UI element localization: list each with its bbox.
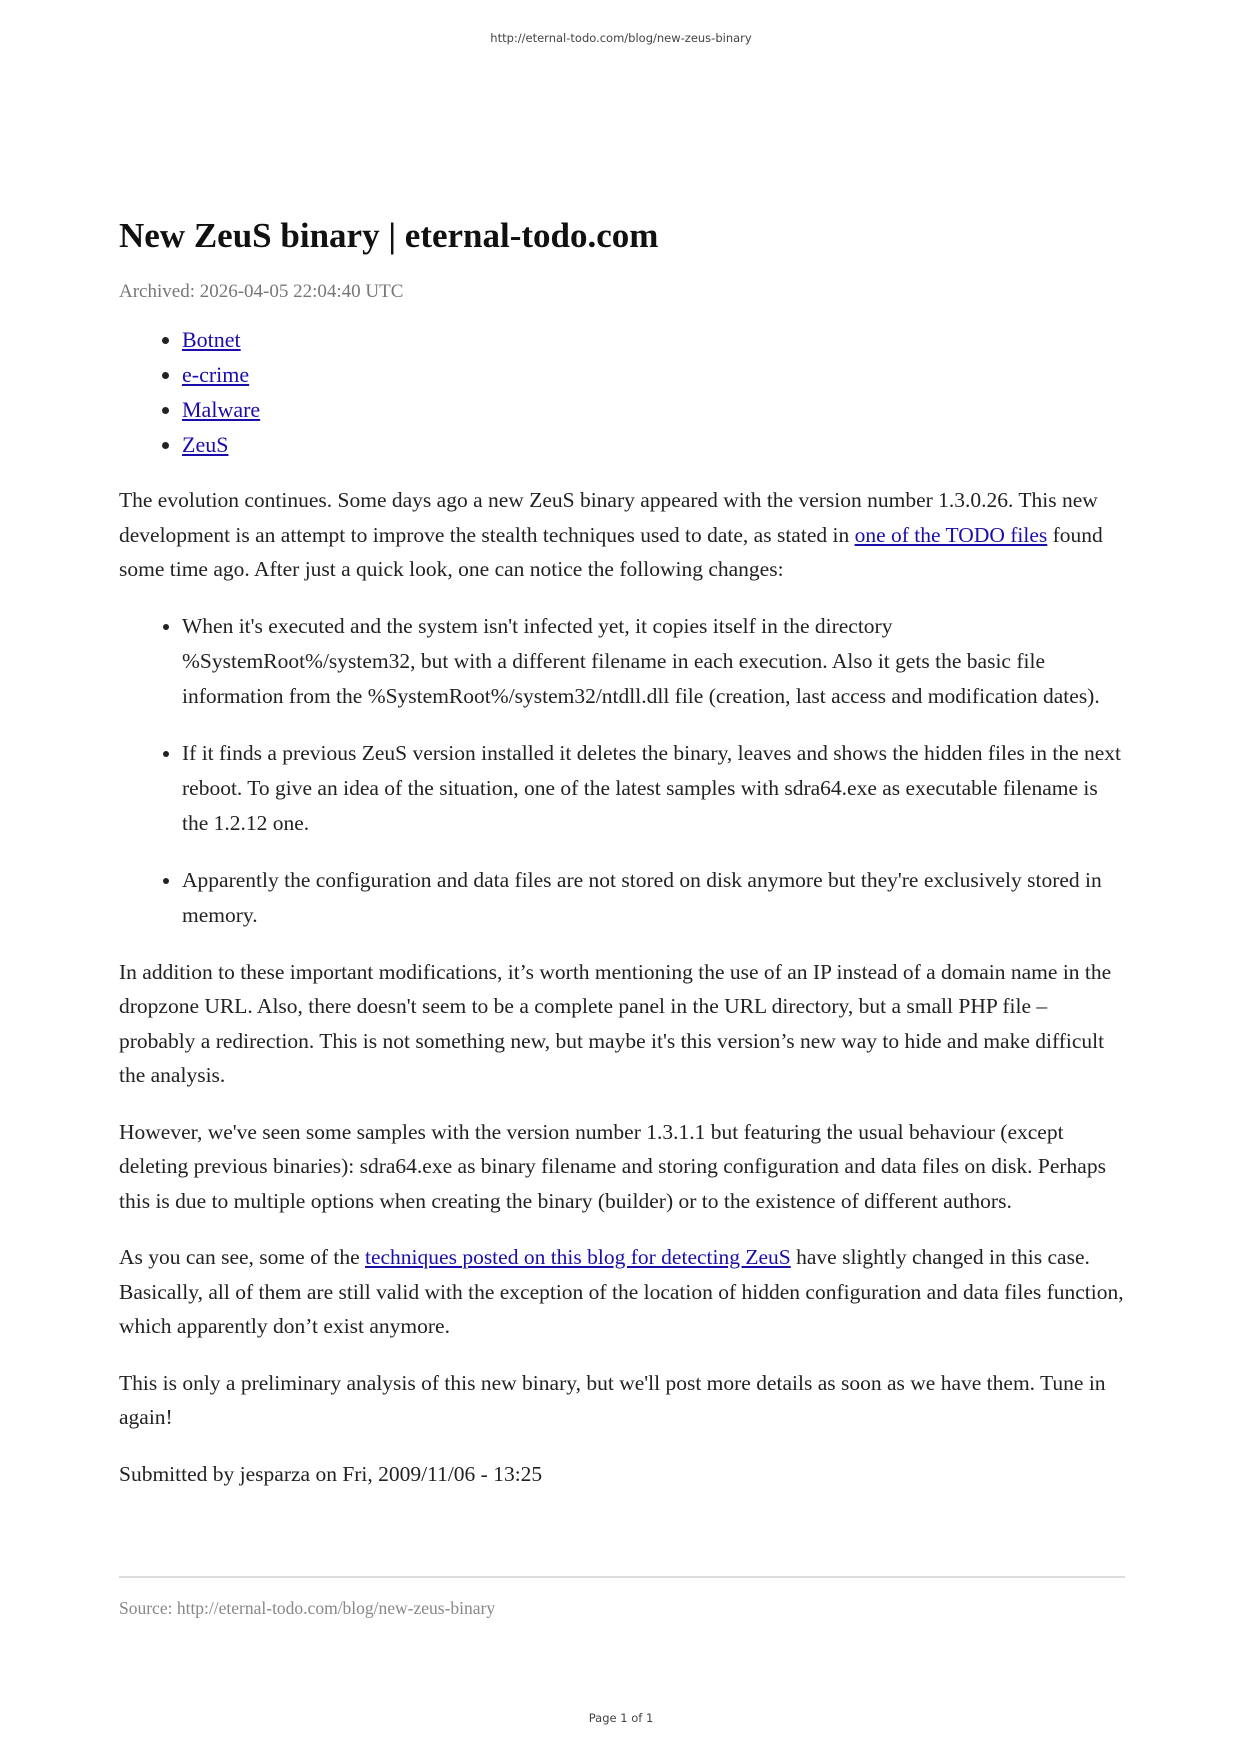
intro-paragraph [119,483,1125,587]
submitted-line: Submitted by jesparza on Fri, 2009/11/06 - 13:25 [119,1461,543,1486]
changes-list [119,609,1125,933]
article [119,212,1125,1491]
techniques-text-end: have slightly changed in this case. Basically, all of them are still valid with the exception of the location of hidden configuration and data files function, which apparently don’t exist anymore. [119,1245,1124,1338]
detecting-zeus-link[interactable]: techniques posted on this blog for detecting ZeuS [365,1245,791,1269]
tag-link-botnet[interactable]: Botnet [182,327,241,352]
paragraph-techniques [119,1240,1125,1344]
article-title: New ZeuS binary | eternal-todo.com [119,216,659,255]
tag-item [182,392,1125,427]
archived-timestamp: Archived: 2026-04-05 22:04:40 UTC [119,281,404,302]
tag-item [182,427,1125,462]
tag-item [182,322,1125,357]
intro-text-start: The evolution continues. Some days ago a new ZeuS binary appeared with the version number 1.3.0.26. This new development is an attempt to improve the stealth techniques used to date, as stated in [119,488,1098,547]
intro-text-end: found some time ago. After just a quick look, one can notice the following changes: [119,522,1103,581]
footer-divider [119,1576,1125,1578]
tag-link-zeus[interactable]: ZeuS [182,432,229,457]
source-url: Source: http://eternal-todo.com/blog/new-zeus-binary [119,1598,496,1618]
change-item: • Apparently the configuration and data files are not stored on disk anymore but they're exclusively stored in memory. [182,863,1125,933]
change-item: • When it's executed and the system isn't infected yet, it copies itself in the directory %SystemRoot%/system32, but with a different filename in each execution. Also it gets the basic file information from the %SystemRoot%/system32/ntdll.dll file (creation, last access and modification dates). [182,609,1125,714]
tag-link-malware[interactable]: Malware [182,397,261,422]
page-number: Page 1 of 1 [588,1711,654,1725]
techniques-text-start: As you can see, some of the [119,1245,365,1269]
paragraph-modifications: In addition to these important modifications, it’s worth mentioning the use of an IP instead of a domain name in the dropzone URL. Also, there doesn't seem to be a complete panel in the URL directory, but a small PHP file – probably a redirection. This is not something new, but maybe it's this version’s new way to hide and make difficult the analysis. [119,959,1112,1087]
paragraph-samples: However, we've seen some samples with the version number 1.3.1.1 but featuring the usual behaviour (except deleting previous binaries): sdra64.exe as binary filename and storing configuration and data files on disk. Perhaps this is due to multiple options when creating the binary (builder) or to the existence of different authors. [119,1119,1106,1213]
tag-item [182,357,1125,392]
page-header-url: http://eternal-todo.com/blog/new-zeus-binary [490,31,752,45]
change-item: • If it finds a previous ZeuS version installed it deletes the binary, leaves and shows the hidden files in the next reboot. To give an idea of the situation, one of the latest samples with sdra64.exe as executable filename is the 1.2.12 one. [182,736,1125,841]
tag-list [119,322,1125,462]
todo-files-link[interactable]: one of the TODO files [854,522,1048,547]
paragraph-preliminary: This is only a preliminary analysis of this new binary, but we'll post more details as soon as we have them. Tune in again! [119,1370,1106,1429]
tag-link-e-crime[interactable]: e-crime [182,362,250,387]
